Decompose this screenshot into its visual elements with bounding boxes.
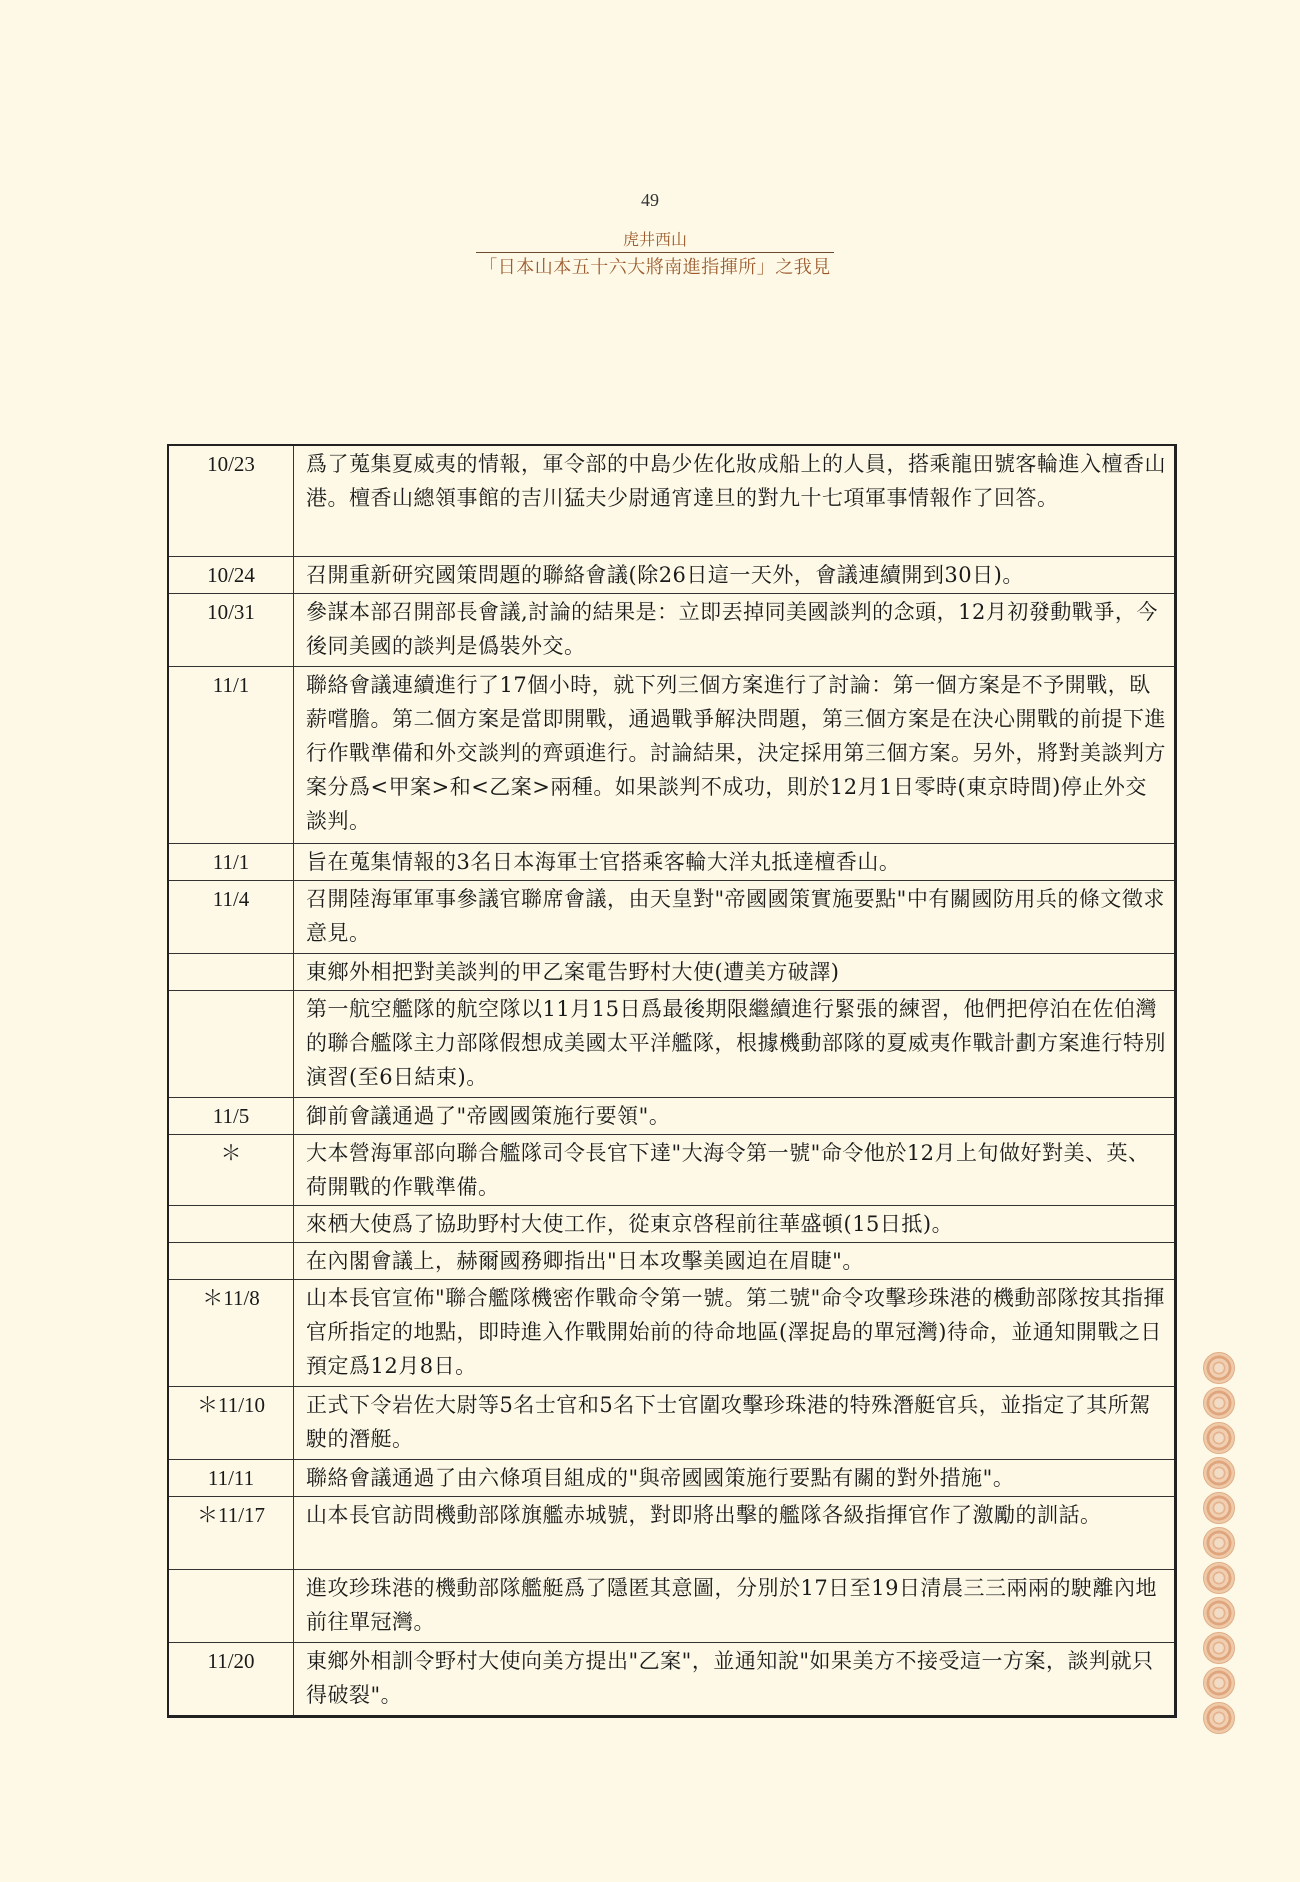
date-cell xyxy=(169,1243,294,1279)
table-row xyxy=(169,1134,1174,1205)
event-cell: 東鄉外相訓令野村大使向美方提出"乙案"，並通知說"如果美方不接受這一方案，談判就只得破裂"。 xyxy=(306,1649,1154,1707)
table-row xyxy=(169,1642,1174,1715)
seal-ornament-icon xyxy=(1203,1492,1235,1524)
date-cell: 11/4 xyxy=(169,881,294,953)
date-cell: 11/11 xyxy=(169,1460,294,1496)
table-row xyxy=(169,1459,1174,1496)
date-cell: ＊11/8 xyxy=(169,1280,294,1386)
header-title: 「日本山本五十六大將南進指揮所」之我見 xyxy=(479,257,831,278)
table-row xyxy=(169,1569,1174,1642)
event-cell: 召開重新研究國策問題的聯絡會議(除26日這一天外，會議連續開到30日)。 xyxy=(306,563,1024,587)
date-cell: 11/5 xyxy=(169,1098,294,1134)
seal-ornament-icon xyxy=(1203,1387,1235,1419)
table-row xyxy=(169,1496,1174,1569)
table-row xyxy=(169,953,1174,990)
event-cell: 在內閣會議上，赫爾國務卿指出"日本攻擊美國迫在眉睫"。 xyxy=(306,1249,864,1273)
table-row xyxy=(169,843,1174,880)
event-cell: 大本營海軍部向聯合艦隊司令長官下達"大海令第一號"命令他於12月上旬做好對美、英、荷開戰的作戰準備。 xyxy=(306,1141,1150,1199)
event-cell: 聯絡會議通過了由六條項目組成的"與帝國國策施行要點有關的對外措施"。 xyxy=(306,1466,1015,1490)
decorative-seal-column xyxy=(1200,1352,1238,1737)
chronology-table xyxy=(167,444,1177,1718)
event-cell: 參謀本部召開部長會議,討論的結果是：立即丟掉同美國談判的念頭，12月初發動戰爭，今後同美國的談判是僞裝外交。 xyxy=(306,600,1158,658)
table-row xyxy=(169,1279,1174,1386)
event-cell: 東鄉外相把對美談判的甲乙案電告野村大使(遭美方破譯) xyxy=(306,960,840,984)
date-cell: 11/1 xyxy=(169,667,294,843)
seal-ornament-icon xyxy=(1203,1352,1235,1384)
date-cell xyxy=(169,1206,294,1242)
date-cell xyxy=(169,991,294,1097)
date-cell: ＊ xyxy=(169,1135,294,1205)
date-cell: 11/1 xyxy=(169,844,294,880)
table-row xyxy=(169,666,1174,843)
event-cell: 御前會議通過了"帝國國策施行要領"。 xyxy=(306,1104,671,1128)
event-cell: 第一航空艦隊的航空隊以11月15日爲最後期限繼續進行緊張的練習，他們把停泊在佐伯灣的聯合艦隊主力部隊假想成美國太平洋艦隊，根據機動部隊的夏威夷作戰計劃方案進行特別演習(至6日結束)。 xyxy=(306,997,1166,1089)
seal-ornament-icon xyxy=(1203,1667,1235,1699)
seal-ornament-icon xyxy=(1203,1422,1235,1454)
table-row xyxy=(169,593,1174,666)
event-cell: 正式下令岩佐大尉等5名士官和5名下士官圍攻擊珍珠港的特殊潛艇官兵，並指定了其所駕駛的潛艇。 xyxy=(306,1393,1151,1451)
table-row xyxy=(169,990,1174,1097)
date-cell xyxy=(169,1570,294,1642)
page-number: 49 xyxy=(641,190,659,210)
table-row xyxy=(169,1097,1174,1134)
table-row xyxy=(169,1386,1174,1459)
event-cell: 山本長官訪問機動部隊旗艦赤城號，對即將出擊的艦隊各級指揮官作了激勵的訓話。 xyxy=(306,1503,1102,1527)
event-cell: 山本長官宣佈"聯合艦隊機密作戰命令第一號。第二號"命令攻擊珍珠港的機動部隊按其指揮官所指定的地點，即時進入作戰開始前的待命地區(澤捉島的單冠灣)待命，並通知開戰之日預定爲12月8日。 xyxy=(306,1286,1165,1378)
date-cell: 10/24 xyxy=(169,557,294,593)
table-row xyxy=(169,556,1174,593)
seal-ornament-icon xyxy=(1203,1597,1235,1629)
event-cell: 旨在蒐集情報的3名日本海軍士官搭乘客輪大洋丸抵達檀香山。 xyxy=(306,850,901,874)
seal-ornament-icon xyxy=(1203,1457,1235,1489)
event-cell: 召開陸海軍軍事參議官聯席會議，由天皇對"帝國國策實施要點"中有關國防用兵的條文徵求意見。 xyxy=(306,887,1165,945)
table-row xyxy=(169,1205,1174,1242)
event-cell: 聯絡會議連續進行了17個小時，就下列三個方案進行了討論：第一個方案是不予開戰，臥薪嚐膽。第二個方案是當即開戰，通過戰爭解決問題，第三個方案是在決心開戰的前提下進行作戰準備和外交談判的齊頭進行。討論結果，決定採用第三個方案。另外，將對美談判方案分爲<甲案>和<乙案>兩種。如果談判不成功，則於12月1日零時(東京時間)停止外交談判。 xyxy=(306,673,1166,833)
table-row xyxy=(169,446,1174,556)
date-cell: 11/20 xyxy=(169,1643,294,1715)
seal-ornament-icon xyxy=(1203,1527,1235,1559)
event-cell: 進攻珍珠港的機動部隊艦艇爲了隱匿其意圖，分別於17日至19日清晨三三兩兩的駛離內地前往單冠灣。 xyxy=(306,1576,1157,1634)
seal-ornament-icon xyxy=(1203,1562,1235,1594)
date-cell xyxy=(169,954,294,990)
event-cell: 爲了蒐集夏威夷的情報，軍令部的中島少佐化妝成船上的人員，搭乘龍田號客輪進入檀香山港。檀香山總領事館的吉川猛夫少尉通宵達旦的對九十七項軍事情報作了回答。 xyxy=(306,452,1166,510)
seal-ornament-icon xyxy=(1203,1702,1235,1734)
header-rule xyxy=(476,252,834,253)
date-cell: 10/31 xyxy=(169,594,294,666)
table-row xyxy=(169,880,1174,953)
event-cell: 來栖大使爲了協助野村大使工作，從東京啓程前往華盛頓(15日抵)。 xyxy=(306,1212,954,1236)
date-cell: 10/23 xyxy=(169,446,294,556)
header-author: 虎井西山 xyxy=(622,230,687,249)
date-cell: ＊11/17 xyxy=(169,1497,294,1569)
seal-ornament-icon xyxy=(1203,1632,1235,1664)
running-header xyxy=(470,230,840,279)
date-cell: ＊11/10 xyxy=(169,1387,294,1459)
table-row xyxy=(169,1242,1174,1279)
